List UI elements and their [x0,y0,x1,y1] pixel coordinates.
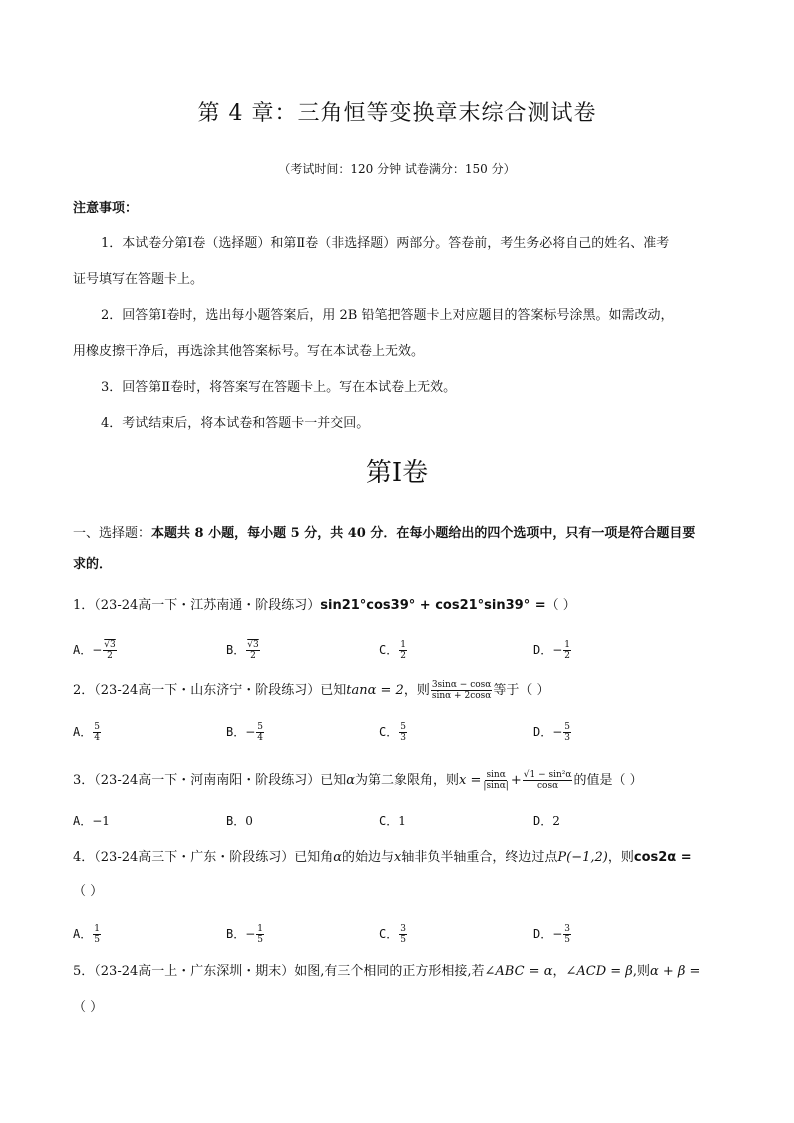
option-c[interactable]: C． $\frac{3}{5}$ [379,924,406,945]
fraction: $\frac{1}{5}$ [94,924,100,945]
note-2-line-1: 2．回答第Ⅰ卷时，选出每小题答案后，用 2B 铅笔把答题卡上对应题目的答案标号涂黑。如需改动， [101,308,674,323]
fraction: $\frac{√3}{2}$ [247,640,259,661]
section-prefix: 一、选择题： [73,526,152,541]
volume-title: 第Ⅰ卷 [365,458,429,488]
question-2-source: 2．（23-24高一下・山东济宁・阶段练习）已知 [73,683,347,698]
question-3-source: 3．（23-24高一下・河南南阳・阶段练习）已知 [73,773,347,788]
option-d[interactable]: D．− $\frac{1}{2}$ [533,640,571,661]
option-b[interactable]: B．− $\frac{1}{5}$ [226,924,264,945]
question-2-answer-blank: 等于（ ） [493,683,550,698]
note-item-1 [73,226,723,298]
section-instructions-end: 求的． [73,557,113,572]
note-1-line-2: 证号填写在答题卡上。 [73,272,204,287]
question-5-stem: 5．（23-24高一上・广东深圳・期末）如图,有三个相同的正方形相接,若∠ABC = α，∠ACD = β,则α + β = [73,964,701,979]
question-1-options [73,640,723,664]
section-heading [73,518,723,580]
question-3-stem: 3．（23-24高一下・河南南阳・阶段练习）已知α为第二象限角，则x = $\frac{\sin\alpha}{|\sin\alpha|}$ + $\frac{\text{√1 − sin²α}}{\cos\alpha}$ 的值是（ ） [73,770,643,791]
question-2-fraction: $\frac{3\sin\alpha - \cos\alpha}{\sin\alpha + 2\cos\alpha}$ [431,680,492,701]
option-b[interactable]: B． $\frac{√3}{2}$ [226,640,259,661]
question-5-source: 5．（23-24高一上・广东深圳・期末）如图,有三个相同的正方形相接,若 [73,964,485,979]
question-3-options [73,812,723,836]
note-2-line-2: 用橡皮擦干净后，再选涂其他答案标号。写在本试卷上无效。 [73,344,425,359]
question-5-answer-blank: （ ） [73,1000,104,1015]
note-item-2 [73,298,723,370]
question-4-source: 4．（23-24高三下・广东・阶段练习）已知角 [73,850,334,865]
question-3-fraction-2: $\frac{\text{√1 − sin²α}}{\cos\alpha}$ [523,770,572,791]
question-4-stem: 4．（23-24高三下・广东・阶段练习）已知角α的始边与x轴非负半轴重合，终边过点P(−1,2)，则cos2α = [73,850,692,865]
note-4-line-1: 4．考试结束后，将本试卷和答题卡一并交回。 [101,416,370,431]
question-1-expression: sin21°cos39° + cos21°sin39° = [320,598,546,613]
fraction: $\frac{3}{5}$ [564,924,571,945]
option-d[interactable]: D．− $\frac{3}{5}$ [533,924,571,945]
question-3-answer-blank: 的值是（ ） [573,773,643,788]
question-1-source: 1．（23-24高一下・江苏南通・阶段练习） [73,598,321,613]
option-a[interactable]: A．− $\frac{√3}{2}$ [73,640,116,661]
option-a[interactable]: A． $\frac{5}{4}$ [73,722,100,743]
question-4-answer-blank: （ ） [73,884,104,899]
note-3-line-1: 3．回答第Ⅱ卷时，将答案写在答题卡上。写在本试卷上无效。 [101,380,457,395]
fraction: $\frac{5}{3}$ [400,722,406,743]
fraction: $\frac{5}{4}$ [257,722,264,743]
fraction: $\frac{√3}{2}$ [104,640,116,661]
option-c[interactable]: C． $\frac{1}{2}$ [379,640,406,661]
question-3-fraction-1: $\frac{\sin\alpha}{|\sin\alpha|}$ [483,770,509,791]
fraction: $\frac{1}{2}$ [400,640,406,661]
exam-info: （考试时间：120 分钟 试卷满分：150 分） [278,162,516,176]
question-1-answer-blank: （ ） [545,598,576,613]
fraction: $\frac{5}{3}$ [564,722,571,743]
question-1-stem [73,596,723,616]
fraction: $\frac{5}{4}$ [94,722,100,743]
fraction: $\frac{1}{5}$ [257,924,264,945]
option-d[interactable]: D．2 [533,814,560,828]
page-title: 第 4 章：三角恒等变换章末综合测试卷 [197,101,597,126]
section-instructions: 本题共 8 小题，每小题 5 分，共 40 分．在每小题给出的四个选项中，只有一项是符合题目要 [151,526,696,541]
option-a[interactable]: A． $\frac{1}{5}$ [73,924,100,945]
option-a[interactable]: A．−1 [73,814,110,828]
fraction: $\frac{1}{2}$ [564,640,571,661]
note-item-3 [73,370,723,406]
fraction: $\frac{3}{5}$ [400,924,406,945]
question-2-stem: 2．（23-24高一下・山东济宁・阶段练习）已知tanα = 2，则 $\frac{3\sin\alpha - \cos\alpha}{\sin\alpha + 2\cos\alpha}$ 等于（ ） [73,680,550,701]
option-b[interactable]: B．0 [226,814,253,828]
option-c[interactable]: C．1 [379,814,406,828]
note-item-4 [73,406,723,442]
option-c[interactable]: C． $\frac{5}{3}$ [379,722,406,743]
note-1-line-1: 1．本试卷分第Ⅰ卷（选择题）和第Ⅱ卷（非选择题）两部分。答卷前，考生务必将自己的姓名、准考 [101,236,670,251]
option-d[interactable]: D．− $\frac{5}{3}$ [533,722,571,743]
question-2-options [73,722,723,746]
notes-heading: 注意事项： [73,201,139,216]
option-b[interactable]: B．− $\frac{5}{4}$ [226,722,264,743]
question-4-options [73,924,723,948]
